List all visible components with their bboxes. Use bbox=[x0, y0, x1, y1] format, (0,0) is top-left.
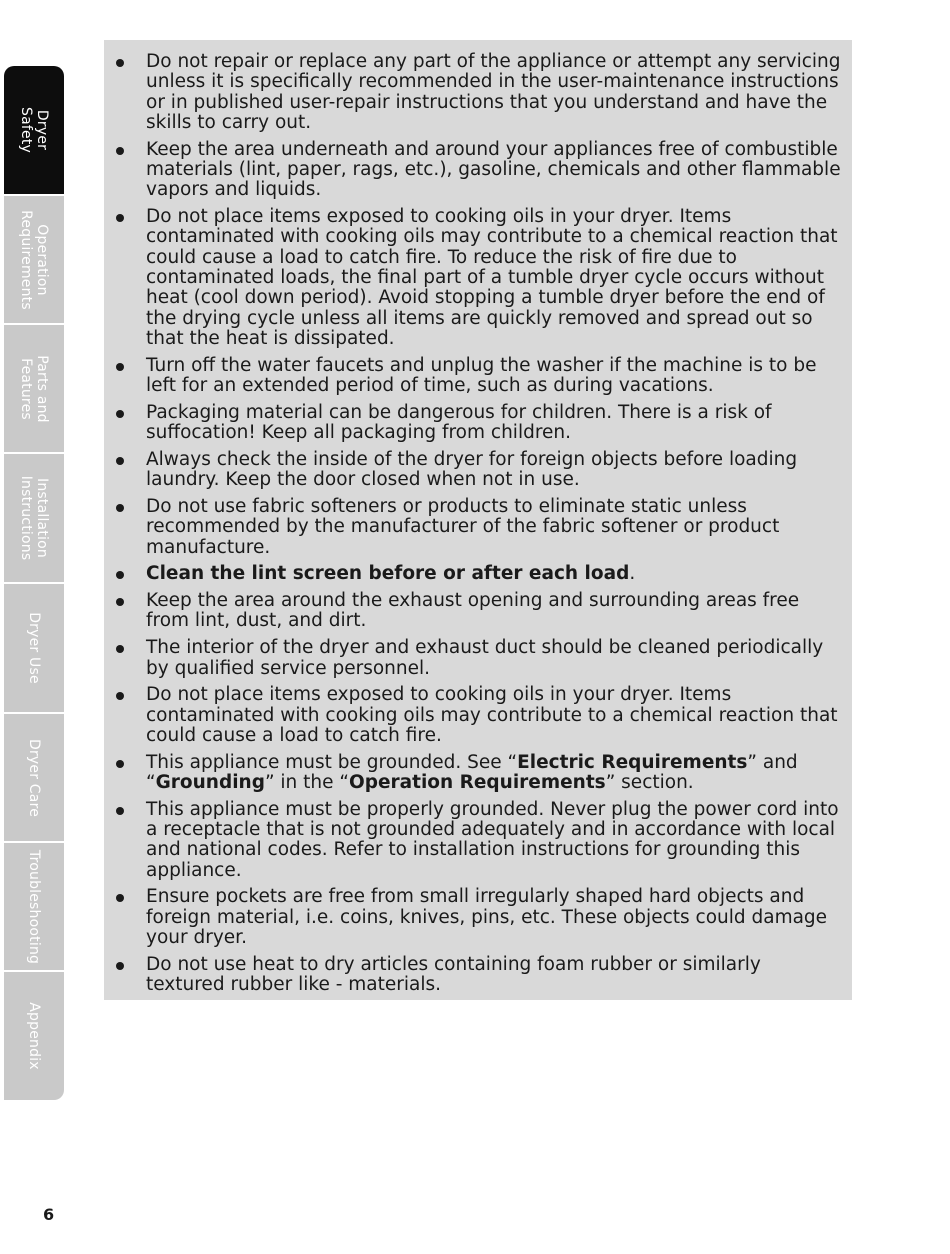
tab-label: Appendix bbox=[26, 1002, 42, 1070]
bullet-text: This appliance must be properly grounded. Never plug the power cord into a receptacle that is not grounded adequately and in accordance with local and national codes. Refer to installation instructions for grounding this appliance. bbox=[146, 798, 839, 881]
tab-label: Operation Requirements bbox=[18, 209, 50, 310]
tab-installation-instructions[interactable] bbox=[4, 454, 64, 584]
bold-text: Electric Requirements bbox=[517, 751, 748, 773]
safety-bullet bbox=[104, 564, 852, 584]
bullet-dot-icon bbox=[116, 598, 124, 606]
tab-dryer-safety[interactable] bbox=[4, 66, 64, 196]
bullet-text: Do not place items exposed to cooking oils in your dryer. Items contaminated with cooking oils may contribute to a chemical reaction that could cause a load to catch fire. bbox=[146, 684, 838, 746]
tab-dryer-use[interactable] bbox=[4, 584, 64, 714]
safety-bullet bbox=[104, 887, 852, 948]
safety-bullet bbox=[104, 638, 852, 679]
bullet-dot-icon bbox=[116, 147, 124, 155]
tab-label: Installation Instructions bbox=[18, 475, 50, 561]
page-number: 6 bbox=[43, 1205, 55, 1224]
bold-text: Operation Requirements bbox=[349, 772, 606, 793]
bullet-text: Packaging material can be dangerous for children. There is a risk of suffocation! Keep all packaging from children. bbox=[146, 401, 772, 444]
bullet-dot-icon bbox=[116, 760, 124, 768]
bullet-text: ” section. bbox=[605, 772, 694, 793]
safety-bullet bbox=[104, 207, 852, 349]
tab-appendix[interactable] bbox=[4, 972, 64, 1100]
bullet-text: Do not use fabric softeners or products to eliminate static unless recommended by the manufacturer of the fabric softener or product manufacture. bbox=[146, 495, 780, 558]
bullet-dot-icon bbox=[116, 571, 124, 579]
bullet-dot-icon bbox=[116, 59, 124, 67]
safety-instructions-panel bbox=[104, 40, 852, 1000]
safety-bullet bbox=[104, 800, 852, 881]
bullet-text: Keep the area around the exhaust opening and surrounding areas free from lint, dust, and dirt. bbox=[146, 590, 800, 632]
bullet-text: Do not place items exposed to cooking oils in your dryer. Items contaminated with cooking oils may contribute to a chemical reaction that could cause a load to catch fire. To reduce the risk of fire due to contaminated loads, the final part of a tumble dryer cycle occurs without heat (cool down period). Avoid stopping a tumble dryer before the end of the drying cycle unless all items are quickly removed and spread out so that the heat is dissipated. bbox=[146, 206, 838, 349]
tab-label: Dryer Safety bbox=[18, 107, 50, 153]
bullet-dot-icon bbox=[116, 894, 124, 902]
bullet-dot-icon bbox=[116, 807, 124, 815]
tab-label: Dryer Use bbox=[26, 612, 42, 684]
bullet-text: . bbox=[629, 563, 636, 585]
bullet-text: This appliance must be grounded. See “ bbox=[146, 751, 518, 773]
bullet-dot-icon bbox=[116, 962, 124, 970]
safety-bullet bbox=[104, 403, 852, 444]
tab-troubleshooting[interactable] bbox=[4, 843, 64, 972]
bullet-dot-icon bbox=[116, 457, 124, 465]
bullet-dot-icon bbox=[116, 504, 124, 512]
tab-label: Parts and Features bbox=[18, 354, 50, 423]
tab-parts-and-features[interactable] bbox=[4, 325, 64, 454]
bullet-text: ” in the “ bbox=[264, 772, 349, 793]
bullet-text: Keep the area underneath and around your appliances free of combustible materials (lint, paper, rags, etc.), gasoline, chemicals and other flammable vapors and liquids. bbox=[146, 138, 841, 201]
bullet-dot-icon bbox=[116, 645, 124, 653]
bullet-text: Do not use heat to dry articles containing foam rubber or similarly textured rubber like - materials. bbox=[146, 953, 761, 996]
bullet-text: Ensure pockets are free from small irregularly shaped hard objects and foreign material, i.e. coins, knives, pins, etc. These objects could damage your dryer. bbox=[146, 886, 828, 949]
safety-bullet bbox=[104, 497, 852, 558]
safety-bullet bbox=[104, 955, 852, 996]
safety-bullet bbox=[104, 52, 852, 133]
bold-text: Clean the lint screen before or after each load bbox=[146, 563, 630, 585]
bold-text: Grounding bbox=[155, 772, 265, 793]
safety-bullet-list bbox=[104, 40, 852, 995]
safety-bullet bbox=[104, 591, 852, 632]
section-tabs bbox=[4, 66, 64, 1100]
bullet-text: The interior of the dryer and exhaust duct should be cleaned periodically by qualified service personnel. bbox=[146, 637, 824, 679]
safety-bullet bbox=[104, 685, 852, 746]
bullet-text: Always check the inside of the dryer for foreign objects before loading laundry. Keep the door closed when not in use. bbox=[146, 448, 798, 491]
bullet-text: ” and “ bbox=[146, 751, 798, 793]
tab-dryer-care[interactable] bbox=[4, 714, 64, 843]
bullet-dot-icon bbox=[116, 214, 124, 222]
safety-bullet bbox=[104, 450, 852, 491]
tab-label: Troubleshooting bbox=[26, 849, 42, 964]
tab-label: Dryer Care bbox=[26, 738, 42, 817]
bullet-text: Turn off the water faucets and unplug the washer if the machine is to be left for an extended period of time, such as during vacations. bbox=[146, 354, 817, 396]
tab-operation-requirements[interactable] bbox=[4, 196, 64, 325]
bullet-dot-icon bbox=[116, 410, 124, 418]
bullet-text: Do not repair or replace any part of the appliance or attempt any servicing unless it is specifically recommended in the user-maintenance instructions or in published user-repair instructions that you understand and have the skills to carry out. bbox=[146, 51, 841, 133]
bullet-dot-icon bbox=[116, 363, 124, 371]
safety-bullet bbox=[104, 140, 852, 201]
bullet-dot-icon bbox=[116, 692, 124, 700]
safety-bullet bbox=[104, 753, 852, 794]
safety-bullet bbox=[104, 356, 852, 397]
